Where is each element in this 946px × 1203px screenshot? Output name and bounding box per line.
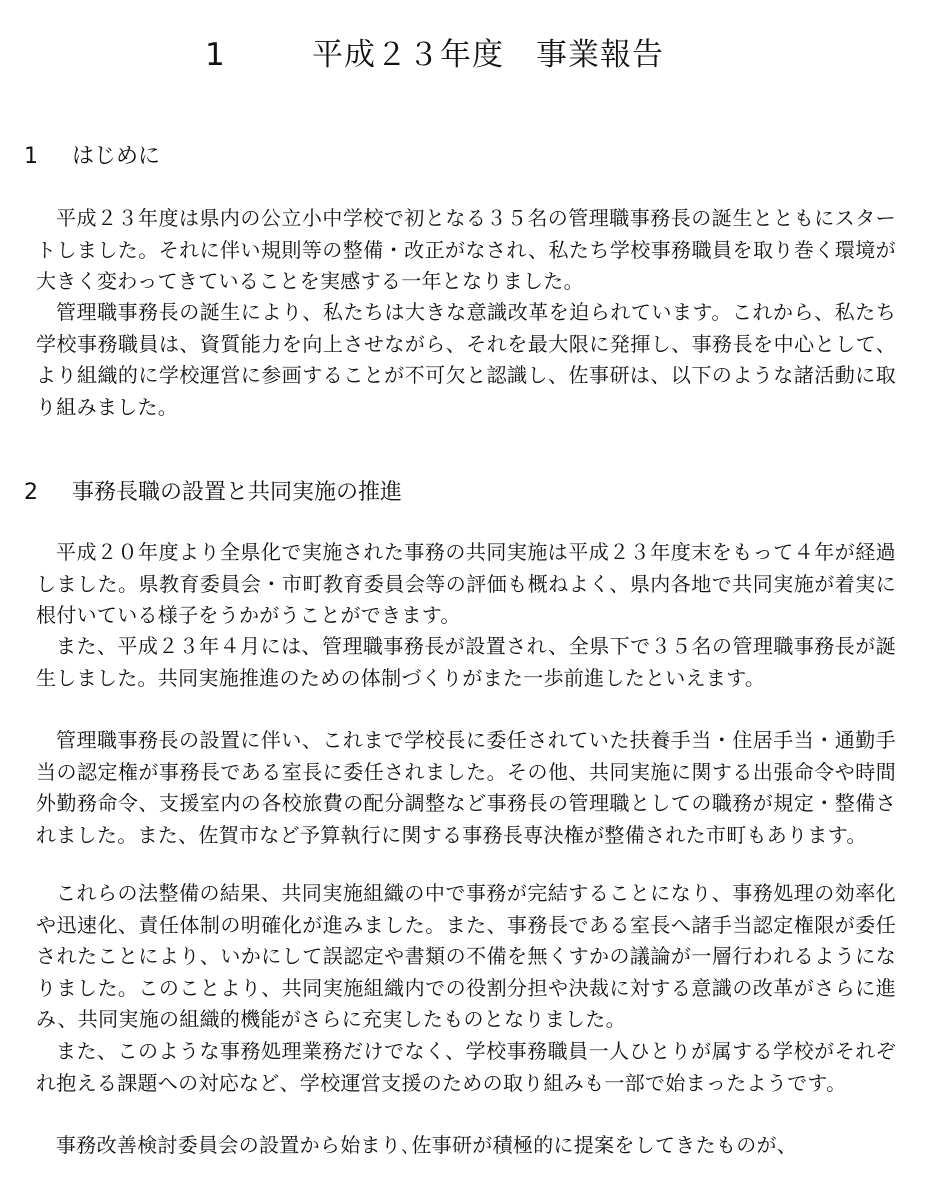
page-title-number: 1 bbox=[205, 37, 225, 73]
section-heading-1 bbox=[24, 140, 160, 174]
section-heading-2 bbox=[24, 476, 402, 510]
paragraph: これらの法整備の結果、共同実施組織の中で事務が完結することになり、事務処理の効率化や迅速化、責任体制の明確化が進みました。また、事務長である室長へ諸手当認定権限が委任されたことにより、いかにして誤認定や書類の不備を無くすかの議論が一層行われるようになりました。このことより、共同実施組織内での役割分担や決裁に対する意識の改革がさらに進み、共同実施の組織的機能がさらに充実したものとなりました。 bbox=[36, 881, 896, 1032]
section-heading-text: はじめに bbox=[72, 144, 161, 169]
paragraph: 平成２０年度より全県化で実施された事務の共同実施は平成２３年度末をもって４年が経過しました。県教育委員会・市町教育委員会等の評価も概ねよく、県内各地で共同実施が着実に根付いている様子をうかがうことができます。 bbox=[36, 540, 896, 628]
page-title bbox=[0, 30, 946, 80]
page-title-text: 平成２３年度 事業報告 bbox=[312, 37, 664, 73]
paragraph: 平成２３年度は県内の公立小中学校で初となる３５名の管理職事務長の誕生とともにスタートしました。それに伴い規則等の整備・改正がなされ、私たち学校事務職員を取り巻く環境が大きく変わってきていることを実感する一年となりました。 bbox=[36, 206, 896, 294]
paragraph: 管理職事務長の誕生により、私たちは大きな意識改革を迫られています。これから、私たち学校事務職員は、資質能力を向上させながら、それを最大限に発揮し、事務長を中心として、より組織的に学校運営に参画することが不可欠と認識し、佐事研は、以下のような諸活動に取り組みました。 bbox=[36, 300, 896, 419]
section-number: 1 bbox=[24, 144, 38, 169]
paragraph: 事務改善検討委員会の設置から始まり､佐事研が積極的に提案をしてきたものが、 bbox=[56, 1133, 798, 1157]
section-number: 2 bbox=[24, 480, 38, 505]
paragraph: また、平成２３年４月には、管理職事務長が設置され、全県下で３５名の管理職事務長が誕生しました。共同実施推進のための体制づくりがまた一歩前進したといえます。 bbox=[36, 634, 896, 690]
paragraph: 管理職事務長の設置に伴い、これまで学校長に委任されていた扶養手当・住居手当・通勤手当の認定権が事務長である室長に委任されました。その他、共同実施に関する出張命令や時間外勤務命令、支援室内の各校旅費の配分調整など事務長の管理職としての職務が規定・整備されました。また、佐賀市など予算執行に関する事務長専決権が整備された市町もあります。 bbox=[36, 728, 896, 847]
section-heading-text: 事務長職の設置と共同実施の推進 bbox=[72, 480, 403, 505]
paragraph: また、このような事務処理業務だけでなく、学校事務職員一人ひとりが属する学校がそれぞれ抱える課題への対応など、学校運営支援のための取り組みも一部で始まったようです。 bbox=[36, 1039, 896, 1095]
